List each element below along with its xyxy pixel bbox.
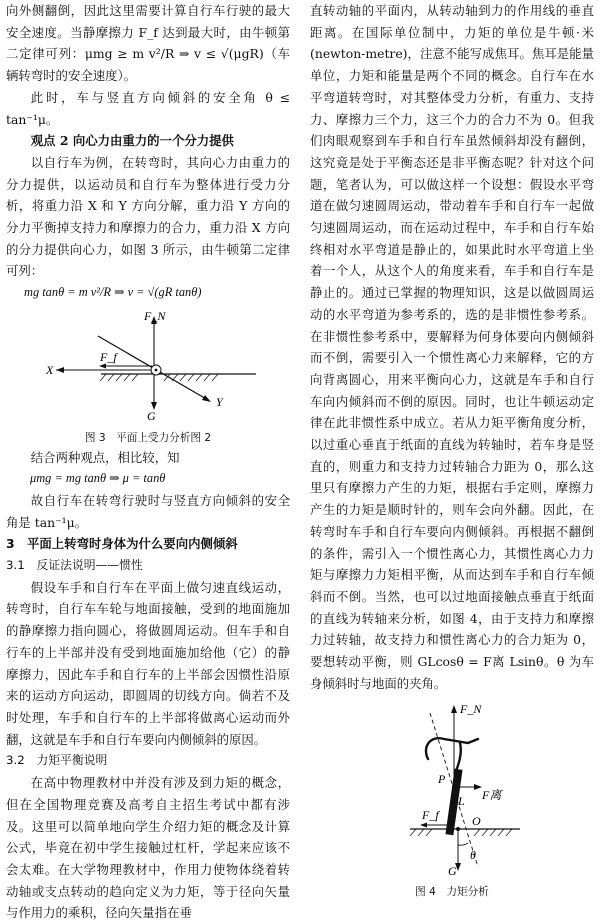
paragraph: 结合两种观点，相比较，知 (30, 449, 180, 465)
torque-diagram-4 (310, 699, 594, 877)
paragraph: 直转动轴的平面内，从转动轴到力的作用线的垂直距离。在国际单位制中，力矩的单位是牛顿·米(newton-metre)，注意不能写成焦耳。焦耳是能量单位，力矩和能量是两个不同的概念。自行车在水平弯道转弯时，对其整体受力分析，有重力、支持力、摩擦力三个力，这三个力的合力不为 0。但我们肉眼观察到车手和自行车虽然倾斜却没有翻倒，这究竟是处于平衡态还是非平衡态呢？针对这个问题，笔者认为，可以做这样一个设想：假设水平弯道在做匀速圆周运动，带动着车手和自行车一起做匀速圆周运动，而在运动过程中，车手和自行车始终相对水平弯道是静止的，如果此时水平弯道上坐着一个人，从这个人的角度来看，车手和自行车是静止的。通过已掌握的物理知识，这是以做圆周运动的水平弯道为参考系的，选的是非惯性参考系。在非惯性参考系中，要解释为何身体要向内侧倾斜而不倒，需要引入一个惯性离心力来解释，它的方向背离圆心，用来平衡向心力，这就是车手和自行车向内倾斜而不倒的原因。同时，也让牛顿运动定律在此非惯性系中成立。若从力矩平衡角度分析，以过重心垂直于纸面的直线为转轴时，若车身是竖直的，则重力和支持力过转轴合力距为 0，那么这里只有摩擦力产生的力矩，根据右手定则，摩擦力产生的力矩是顺时针的，则车会向外翻。因此，在转弯时车手和自行车要向内侧倾斜。再根据不翻倒的条件，需引入一个惯性离心力，其惯性离心力力矩与摩擦力力矩相平衡，从而达到车手和自行车倾斜而不倒。当然，也可以过地面接触点垂直于纸面的直线为转轴来分析，如图 4，由于支持力和摩擦力过转轴，故支持力和惯性离心力的合力矩为 0，要想转动平衡，则 GLcosθ = F离 Lsinθ。θ 为车身倾斜时与地面的夹角。 (310, 3, 594, 691)
viewpoint-heading: 观点 2 向心力由重力的一个分力提供 (30, 133, 234, 149)
label-fli: F离 (482, 787, 502, 802)
paragraph: 故自行车在转弯行驶时与竖直方向倾斜的安全角是 tan⁻¹μ。 (6, 492, 290, 530)
left-column (6, 0, 290, 924)
paragraph: 此时，车与竖直方向倾斜的安全角 θ ≤ tan⁻¹μ。 (6, 89, 290, 127)
figure-4-caption: 图 4 力矩分析 (415, 886, 489, 899)
label-l: L (458, 793, 465, 808)
label-g: G (147, 408, 156, 422)
label-ff: F_f (100, 349, 117, 364)
figure-4 (310, 699, 594, 902)
label-fn: F_N (460, 701, 482, 716)
subsection-heading: 3.1 反证法说明——惯性 (6, 558, 143, 573)
paragraph: 向外侧翻倒，因此这里需要计算自行车行驶的最大安全速度。当静摩擦力 F_f 达到最大时，由牛顿第二定律可列：μmg ≥ m v²/R ⇒ v ≤ √(μgR)（车辆转弯时的安全速度）。 (6, 3, 290, 84)
label-ff: F_f (422, 807, 439, 822)
label-y: Y (216, 394, 223, 409)
paragraph: 以自行车为例，在转弯时，其向心力由重力的分力提供，以运动员和自行车为整体进行受力分析，将重力沿 X 和 Y 方向分解，重力沿 Y 方向的分力平衡掉支持力和摩擦力的合力，重力沿 X 方向的分力提供向心力，如图 3 所示，由牛顿第二定律可列： (6, 154, 290, 279)
equation: μmg = mg tanθ ⇒ μ = tanθ (30, 471, 166, 486)
label-o: O (472, 813, 481, 828)
paragraph: 在高中物理教材中并没有涉及到力矩的概念，但在全国物理竞赛及高考自主招生考试中都有涉及。这里可以简单地向学生介绍力矩的概念及计算公式，毕竟在初中学生接触过杠杆，学起来应该不会太难。在大学物理教材中，作用力使物体绕着转动轴或支点转动的趋向定义为力矩，等于径向矢量与作用力的乘积，径向矢量指在垂 (6, 775, 290, 921)
section-heading: 3 平面上转弯时身体为什么要向内侧倾斜 (6, 536, 238, 552)
label-fn: F_N (144, 308, 166, 323)
label-g: G (448, 863, 457, 877)
label-theta: θ (470, 847, 476, 862)
label-p: P (438, 771, 446, 786)
force-diagram-3 (6, 304, 290, 422)
figure-3 (6, 304, 290, 447)
figure-3-caption: 图 3 平面上受力分析图 2 (84, 431, 212, 444)
label-x: X (46, 362, 54, 377)
equation: mg tanθ = m v²/R ⇒ v = √(gR tanθ) (24, 285, 202, 300)
subsection-heading: 3.2 力矩平衡说明 (6, 753, 108, 768)
paragraph: 假设车手和自行车在平面上做匀速直线运动，转弯时，自行车车轮与地面接触，受到的地面施加的静摩擦力指向圆心，将做圆周运动。但车手和自行车的上半部并没有受到地面施加给他（它）的静摩擦力，因此车手和自行车的上半部会因惯性沿原来的运动方向运动，即圆周的切线方向。倘若不及时处理，车手和自行车的上半部将做离心运动而外翻，这就是车手和自行车要向内侧倾斜的原因。 (6, 579, 290, 747)
right-column (310, 0, 594, 901)
